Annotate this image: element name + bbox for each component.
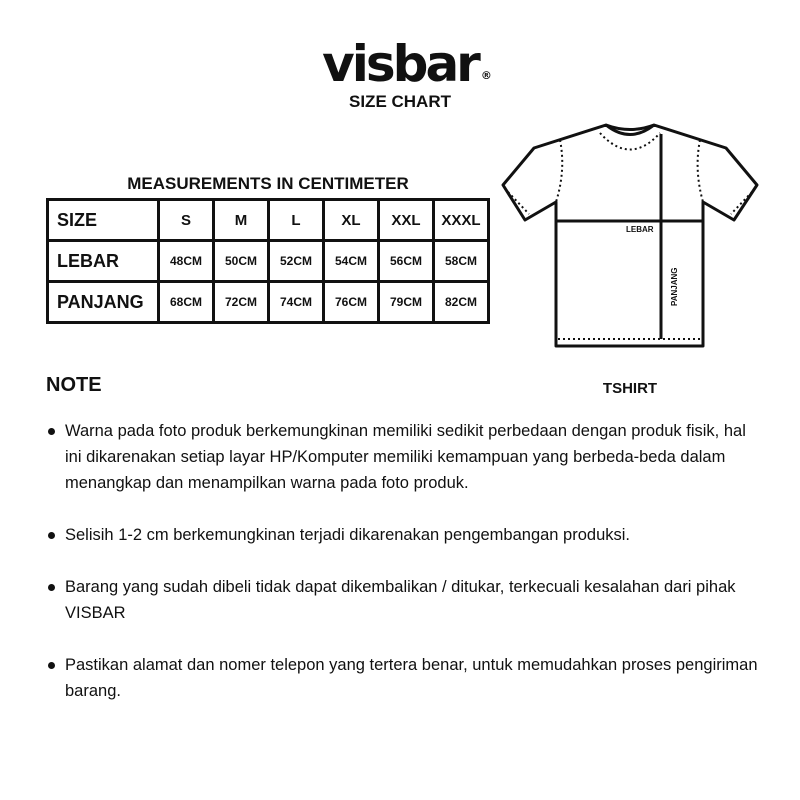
note-text: Warna pada foto produk berkemungkinan memiliki sedikit perbedaan dengan produk fisik, hal ini dikarenakan setiap layar HP/Komputer memiliki kemampuan yang berbeda-beda dalam menangkap dan menampilkan warna pada foto produk. <box>65 422 746 492</box>
brand-logo <box>322 35 492 93</box>
armhole-seam-right <box>698 140 703 202</box>
list-item <box>46 652 766 704</box>
size-cell-xl: XL <box>325 201 380 242</box>
bullet-icon <box>48 428 55 435</box>
table-cell: 52CM <box>270 242 325 283</box>
size-cell-m: M <box>215 201 270 242</box>
note-text: Selisih 1-2 cm berkemungkinan terjadi dikarenakan pengembangan produksi. <box>65 526 631 544</box>
table-cell: 74CM <box>270 283 325 321</box>
table-cell: 54CM <box>325 242 380 283</box>
table-row-panjang <box>49 283 487 321</box>
note-text: Barang yang sudah dibeli tidak dapat dikembalikan / ditukar, terkecuali kesalahan dari pihak VISBAR <box>65 578 736 622</box>
width-label: LEBAR <box>626 225 654 234</box>
table-cell: 50CM <box>215 242 270 283</box>
size-table <box>46 198 490 324</box>
list-item <box>46 574 766 626</box>
row-label: LEBAR <box>49 242 160 283</box>
tshirt-outline <box>503 125 757 346</box>
size-cell-l: L <box>270 201 325 242</box>
brand-header <box>0 36 800 112</box>
table-cell: 68CM <box>160 283 215 321</box>
registered-mark: ® <box>480 69 492 82</box>
size-cell-xxxl: XXXL <box>435 201 487 242</box>
size-header-cell: SIZE <box>49 201 160 242</box>
table-cell: 79CM <box>380 283 435 321</box>
note-title: NOTE <box>46 374 102 396</box>
list-item <box>46 418 766 496</box>
armhole-seam-left <box>556 140 562 202</box>
length-label: PANJANG <box>670 267 679 306</box>
tshirt-diagram <box>498 120 763 355</box>
table-cell: 76CM <box>325 283 380 321</box>
size-cell-xxl: XXL <box>380 201 435 242</box>
table-cell: 56CM <box>380 242 435 283</box>
page-subtitle: SIZE CHART <box>349 92 451 111</box>
table-cell: 82CM <box>444 295 477 309</box>
bullet-icon <box>48 532 55 539</box>
bullet-icon <box>48 662 55 669</box>
bullet-icon <box>48 584 55 591</box>
tshirt-caption: TSHIRT <box>602 380 658 397</box>
table-cell: 58CM <box>435 242 487 283</box>
table-title: MEASUREMENTS IN CENTIMETER <box>127 174 409 193</box>
note-text: Pastikan alamat dan nomer telepon yang tertera benar, untuk memudahkan proses pengiriman barang. <box>65 656 758 700</box>
table-header-row <box>49 201 487 242</box>
list-item <box>46 522 766 548</box>
note-list <box>46 418 766 730</box>
row-label: PANJANG <box>49 283 160 321</box>
table-cell: 48CM <box>160 242 215 283</box>
brand-name: visbar <box>322 35 478 93</box>
table-cell: 72CM <box>215 283 270 321</box>
table-row-lebar <box>49 242 487 283</box>
size-cell-s: S <box>160 201 215 242</box>
